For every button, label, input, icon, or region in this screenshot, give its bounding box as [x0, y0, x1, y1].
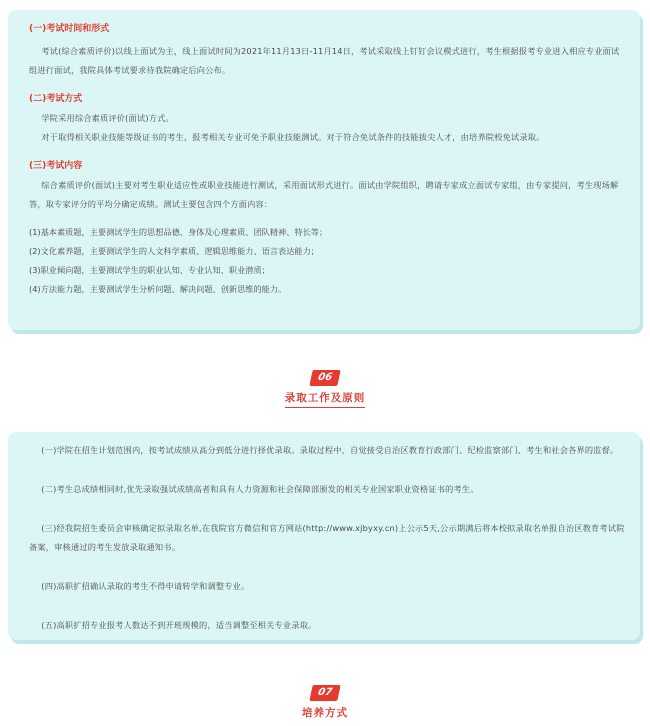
section-heading: (一)考试时间和形式	[29, 24, 110, 34]
content-list	[29, 223, 626, 299]
paragraph: 对于取得相关职业技能等级证书的考生，报考相关专业可免予职业技能测试。对于符合免试条件的技能拔尖人才，由培养院校免试录取。	[41, 132, 545, 142]
paragraph: (三)经我院招生委员会审核确定拟录取名单,在我院官方微信和官方网站(http://www.xjbyxy.cn)上公示5天,公示期满后将本校拟录取名单报自治区教育考试院备案，审核通过的考生发放录取通知书。	[29, 523, 625, 552]
paragraph: 学院采用综合素质评价(面试)方式。	[41, 113, 174, 123]
paragraph: 综合素质评价(面试)主要对考生职业适应性或职业技能进行测试，采用面试形式进行。面试由学院组织，聘请专家成立面试专家组，由专家提问，考生现场解答，取专家评分的平均分确定成绩。测试主要包含四个方面内容：	[29, 180, 619, 209]
section-title: 录取工作及原则	[284, 392, 366, 404]
title-underline	[285, 407, 365, 408]
admission-card	[8, 432, 640, 640]
section-title: 培养方式	[302, 707, 348, 719]
paragraph: (四)高职扩招确认录取的考生不得申请转学和调整专业。	[41, 581, 250, 591]
section-badge-07	[0, 680, 650, 720]
section-number: 07	[309, 685, 340, 701]
section-number: 06	[309, 370, 340, 386]
list-item: (1)基本素质题，主要测试学生的思想品德、身体及心理素质、团队精神、特长等；	[29, 227, 328, 237]
paragraph: 考试(综合素质评价)以线上面试为主，线上面试时间为2021年11月13日-11月14日，考试采取线上钉钉会议模式进行，考生根据报考专业进入相应专业面试组进行面试，我院具体考试要求待我院确定后向公布。	[29, 46, 620, 75]
section-heading: (二)考试方式	[29, 94, 83, 104]
exam-info-card	[8, 10, 640, 330]
list-item: (3)职业倾向题，主要测试学生的职业认知、专业认知、职业潜质；	[29, 265, 270, 275]
paragraph: (二)考生总成绩相同时,优先录取强试成绩高者和具有人力资源和社会保障部颁发的相关专业国家职业资格证书的考生。	[41, 484, 479, 494]
paragraph: (一)学院在招生计划范围内，按考试成绩从高分到低分进行择优录取。录取过程中，自觉接受自治区教育行政部门、纪检监察部门、考生和社会各界的监督。	[41, 445, 619, 455]
paragraph: (五)高职扩招专业报考人数达不到开班规模的，适当调整至相关专业录取。	[41, 620, 317, 630]
list-item: (2)文化素养题，主要测试学生的人文科学素质、逻辑思维能力、语言表达能力；	[29, 246, 319, 256]
list-item: (4)方法能力题，主要测试学生分析问题、解决问题、创新思维的能力。	[29, 284, 287, 294]
section-badge-06	[0, 365, 650, 408]
section-heading: (三)考试内容	[29, 161, 83, 171]
